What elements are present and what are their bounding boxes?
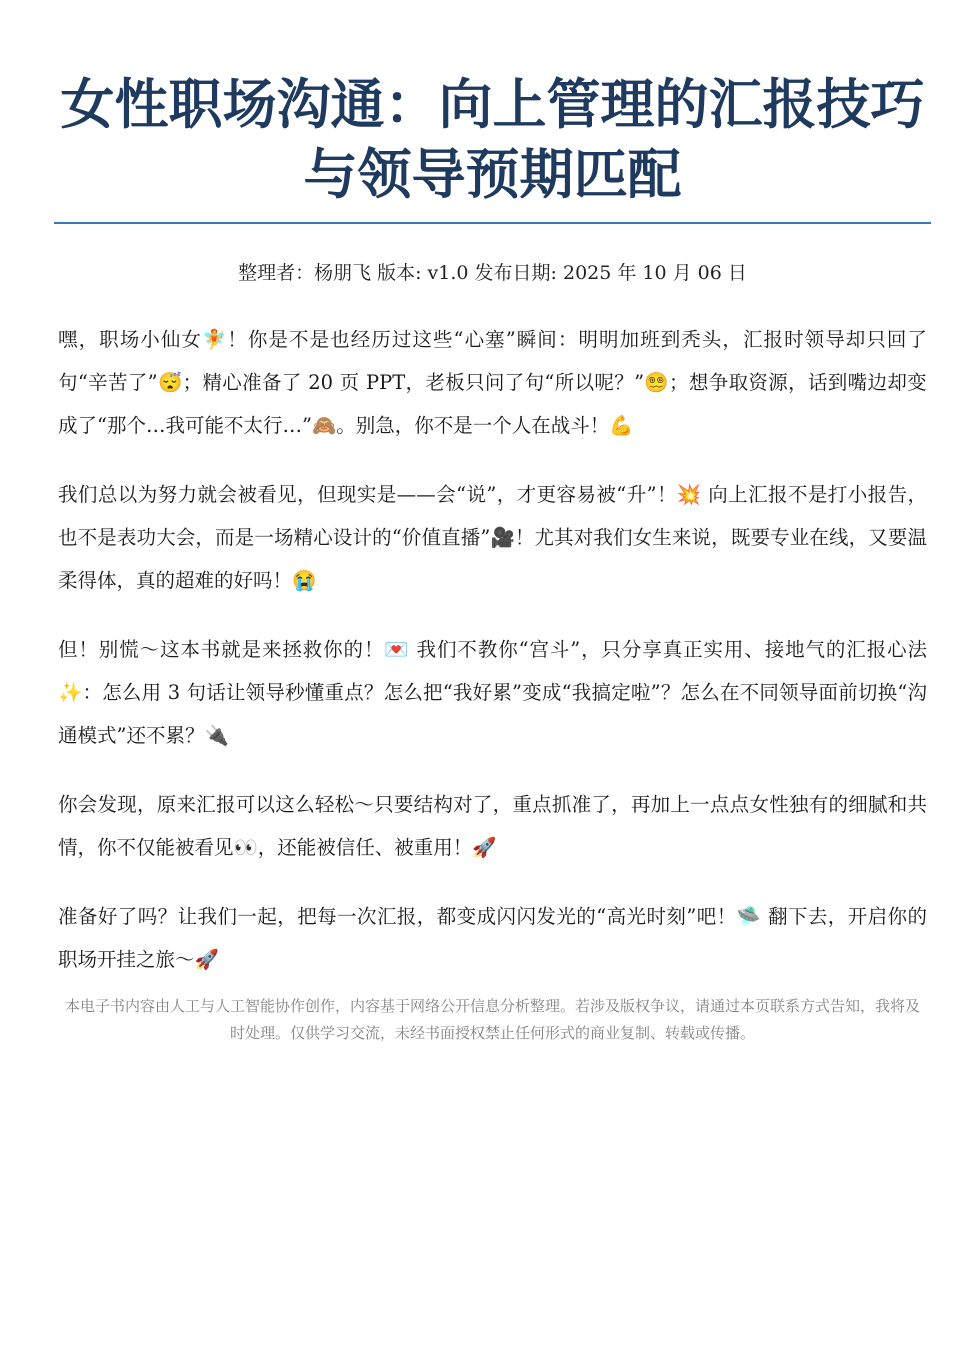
intro-paragraph-4: 你会发现，原来汇报可以这么轻松～只要结构对了，重点抓准了，再加上一点点女性独有的细腻和共情，你不仅能被看见👀，还能被信任、被重用！🚀 — [58, 793, 927, 859]
intro-paragraph-3: 但！别慌～这本书就是来拯救你的！💌 我们不教你“宫斗”，只分享真正实用、接地气的汇报心法✨：怎么用 3 句话让领导秒懂重点？怎么把“我好累”变成“我搞定啦”？怎么在不同领导面前切换“沟通模式”还不累？🔌 — [58, 638, 927, 747]
intro-paragraph-2: 我们总以为努力就会被看见，但现实是——会“说”，才更容易被“升”！💥 向上汇报不是打小报告，也不是表功大会，而是一场精心设计的“价值直播”🎥！尤其对我们女生来说，既要专业在线，又要温柔得体，真的超难的好吗！😭 — [58, 483, 927, 592]
intro-paragraph-5: 准备好了吗？让我们一起，把每一次汇报，都变成闪闪发光的“高光时刻”吧！🛸 翻下去，开启你的职场开挂之旅～🚀 — [58, 905, 927, 971]
document-meta: 整理者：杨朋飞 版本: v1.0 发布日期: 2025 年 10 月 06 日 — [238, 262, 747, 284]
title-divider — [54, 222, 931, 224]
document-title: 女性职场沟通：向上管理的汇报技巧与领导预期匹配 — [60, 73, 925, 206]
intro-paragraph-1: 嘿，职场小仙女🧚！你是不是也经历过这些“心塞”瞬间：明明加班到秃头，汇报时领导却只回了句“辛苦了”😴；精心准备了 20 页 PPT，老板只问了句“所以呢？”😵‍💫；想争取资源，话到嘴边却变成了“那个…我可能不太行…”🙈。别急，你不是一个人在战斗！💪 — [58, 328, 927, 437]
copyright-notice: 本电子书内容由人工与人工智能协作创作，内容基于网络公开信息分析整理。若涉及版权争议，请通过本页联系方式告知，我将及时处理。仅供学习交流，未经书面授权禁止任何形式的商业复制、转载或传播。 — [64, 997, 920, 1042]
